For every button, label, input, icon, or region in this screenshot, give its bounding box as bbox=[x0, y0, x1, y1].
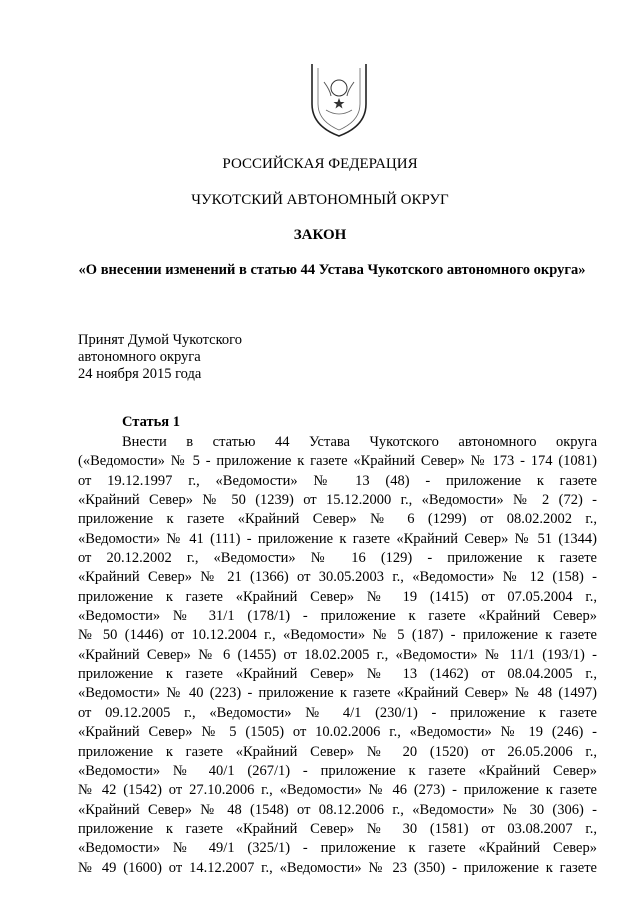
article-text-line: приложение к газете «Крайний Север» № 6 (1299) от 08.02.2002 г., bbox=[78, 511, 597, 528]
article-text-line: «Ведомости» № 40 (223) - приложение к газете «Крайний Север» № 48 (1497) bbox=[78, 685, 597, 702]
article-text-line: приложение к газете «Крайний Север» № 19 (1415) от 07.05.2004 г., bbox=[78, 588, 597, 605]
article-text-line: № 42 (1542) от 27.10.2006 г., «Ведомости» № 46 (273) - приложение к газете bbox=[78, 782, 597, 799]
adoption-block bbox=[78, 332, 338, 383]
article-text-line: от 20.12.2002 г., «Ведомости» № 16 (129) - приложение к газете bbox=[78, 550, 597, 567]
adoption-date: 24 ноября 2015 года bbox=[78, 366, 202, 382]
article-text-line: «Крайний Север» № 48 (1548) от 08.12.2006 г., «Ведомости» № 30 (306) - bbox=[78, 801, 597, 818]
emblem-icon bbox=[304, 60, 374, 140]
article-text-line: от 19.12.1997 г., «Ведомости» № 13 (48) - приложение к газете bbox=[78, 472, 597, 489]
article-text-line: приложение к газете «Крайний Север» № 13 (1462) от 08.04.2005 г., bbox=[78, 666, 597, 683]
article-body bbox=[78, 433, 597, 878]
article-text-line: «Ведомости» № 49/1 (325/1) - приложение к газете «Крайний Север» bbox=[78, 840, 597, 857]
article-text-line: № 50 (1446) от 10.12.2004 г., «Ведомости» № 5 (187) - приложение к газете bbox=[78, 627, 597, 644]
coat-of-arms-emblem bbox=[304, 60, 374, 140]
law-title: «О внесении изменений в статью 44 Устава Чукотского автономного округа» bbox=[78, 262, 586, 278]
article-text-line: от 09.12.2005 г., «Ведомости» № 4/1 (230/1) - приложение к газете bbox=[78, 704, 597, 721]
adoption-line: Принят Думой Чукотского bbox=[78, 332, 243, 348]
article-text-line: «Крайний Север» № 21 (1366) от 30.05.2003 г., «Ведомости» № 12 (158) - bbox=[78, 569, 597, 586]
article-title: Статья 1 bbox=[122, 414, 180, 430]
article-text-line: («Ведомости» № 5 - приложение к газете «Крайний Север» № 173 - 174 (1081) bbox=[78, 453, 597, 470]
article-text-line: № 49 (1600) от 14.12.2007 г., «Ведомости» № 23 (350) - приложение к газете bbox=[78, 859, 597, 876]
adoption-line: автономного округа bbox=[78, 349, 201, 365]
article-text-line: «Ведомости» № 31/1 (178/1) - приложение к газете «Крайний Север» bbox=[78, 608, 597, 625]
document-type-heading: ЗАКОН bbox=[293, 227, 347, 243]
article-text-line: «Крайний Север» № 5 (1505) от 10.02.2006 г., «Ведомости» № 19 (246) - bbox=[78, 724, 597, 741]
article-text-line: «Крайний Север» № 50 (1239) от 15.12.2000 г., «Ведомости» № 2 (72) - bbox=[78, 492, 597, 509]
country-heading: РОССИЙСКАЯ ФЕДЕРАЦИЯ bbox=[222, 156, 418, 172]
article-text-line: «Ведомости» № 41 (111) - приложение к газете «Крайний Север» № 51 (1344) bbox=[78, 530, 597, 547]
article-text-line: Внести в статью 44 Устава Чукотского автономного округа bbox=[122, 434, 597, 450]
region-heading: ЧУКОТСКИЙ АВТОНОМНЫЙ ОКРУГ bbox=[191, 192, 449, 208]
article-text-line: приложение к газете «Крайний Север» № 30 (1581) от 03.08.2007 г., bbox=[78, 820, 597, 837]
article-text-line: «Крайний Север» № 6 (1455) от 18.02.2005 г., «Ведомости» № 11/1 (193/1) - bbox=[78, 646, 597, 663]
article-text-line: «Ведомости» № 40/1 (267/1) - приложение к газете «Крайний Север» bbox=[78, 762, 597, 779]
article-text-line: приложение к газете «Крайний Север» № 20 (1520) от 26.05.2006 г., bbox=[78, 743, 597, 760]
